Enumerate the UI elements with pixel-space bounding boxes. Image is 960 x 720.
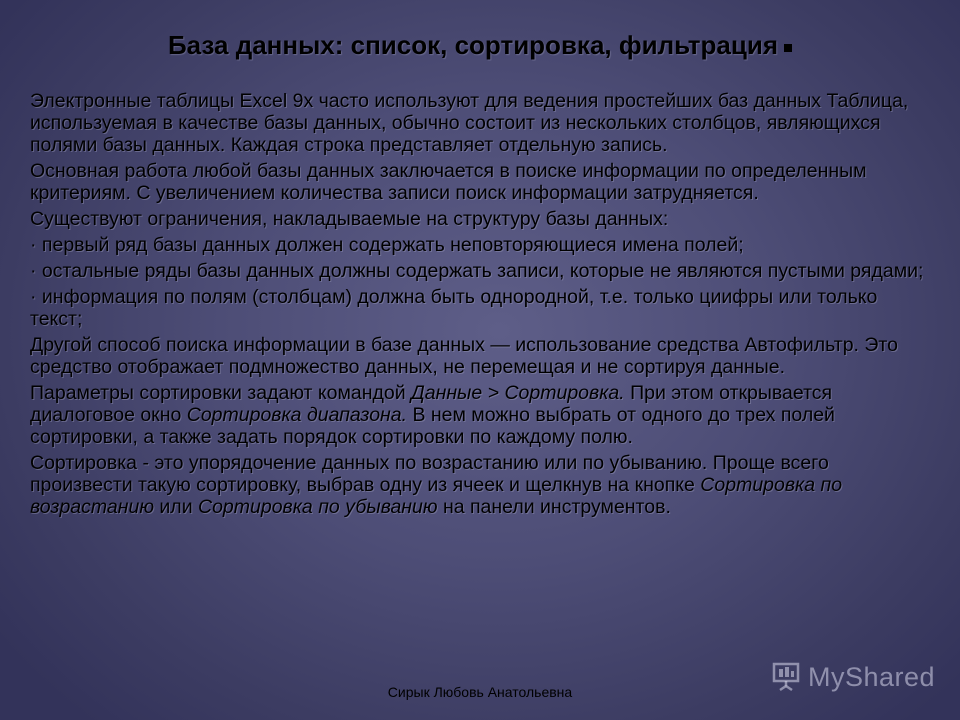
paragraph-main-work: Основная работа любой базы данных заключается в поиске информации по определенным критериям. С увеличением количества записи поиск информации затрудняется. [30, 160, 867, 204]
paragraph-sorting-definition [30, 452, 930, 518]
title-bullet-square [784, 44, 792, 52]
slide-body [30, 90, 930, 522]
paragraph-sort-params [30, 382, 930, 448]
sort-params-menu-path: Данные > Сортировка. [411, 382, 625, 404]
paragraph-excel-tables: Электронные таблицы Excel 9x часто используют для ведения простейших баз данных Таблица, используемая в качестве базы данных, обычно состоит из нескольких столбцов, являющихся полями базы данных. Каждая строка представляет отдельную запись. [30, 90, 909, 156]
sort-params-dialog-name: Сортировка диапазона. [186, 404, 408, 426]
paragraph-autofilter: Другой способ поиска информации в базе данных — использование средства Автофильтр. Это средство отображает подмножество данных, не перемещая и не сортируя данные. [30, 334, 898, 378]
list-item-first-row: · первый ряд базы данных должен содержать неповторяющиеся имена полей; [30, 234, 744, 256]
slide-footer-author: Сирык Любовь Анатольевна [387, 684, 573, 700]
list-item-other-rows: · остальные ряды базы данных должны содержать записи, которые не являются пустыми рядами; [30, 260, 924, 282]
sort-params-text-a: Параметры сортировки задают командой [30, 382, 412, 404]
watermark [770, 657, 935, 697]
sorting-ascending-button-name: Сортировка по возрастанию [30, 474, 843, 518]
presentation-screen-icon [770, 661, 802, 693]
paragraph-restrictions: Существуют ограничения, накладываемые на структуру базы данных: [30, 208, 669, 230]
sorting-descending-button-name: Сортировка по убыванию [198, 496, 438, 518]
watermark-text: MyShared [808, 661, 936, 692]
sort-params-text-c: При этом открывается диалоговое окно [30, 382, 833, 426]
slide-title [0, 30, 960, 61]
slide-title-text: База данных: список, сортировка, фильтрация [167, 30, 779, 60]
sorting-text-a: Сортировка - это упорядочение данных по возрастанию или по убыванию. Проще всего произвести такую сортировку, выбрав одну из ячеек и щелкнув на кнопке [30, 452, 829, 496]
list-item-field-info: · информация по полям (столбцам) должна быть однородной, т.е. только циифры или только текст; [30, 286, 878, 330]
sorting-text-c: или [154, 496, 198, 518]
sorting-text-e: на панели инструментов. [437, 496, 671, 518]
sort-params-text-e: В нем можно выбрать от одного до трех полей сортировки, а также задать порядок сортировки по каждому полю. [30, 404, 835, 448]
